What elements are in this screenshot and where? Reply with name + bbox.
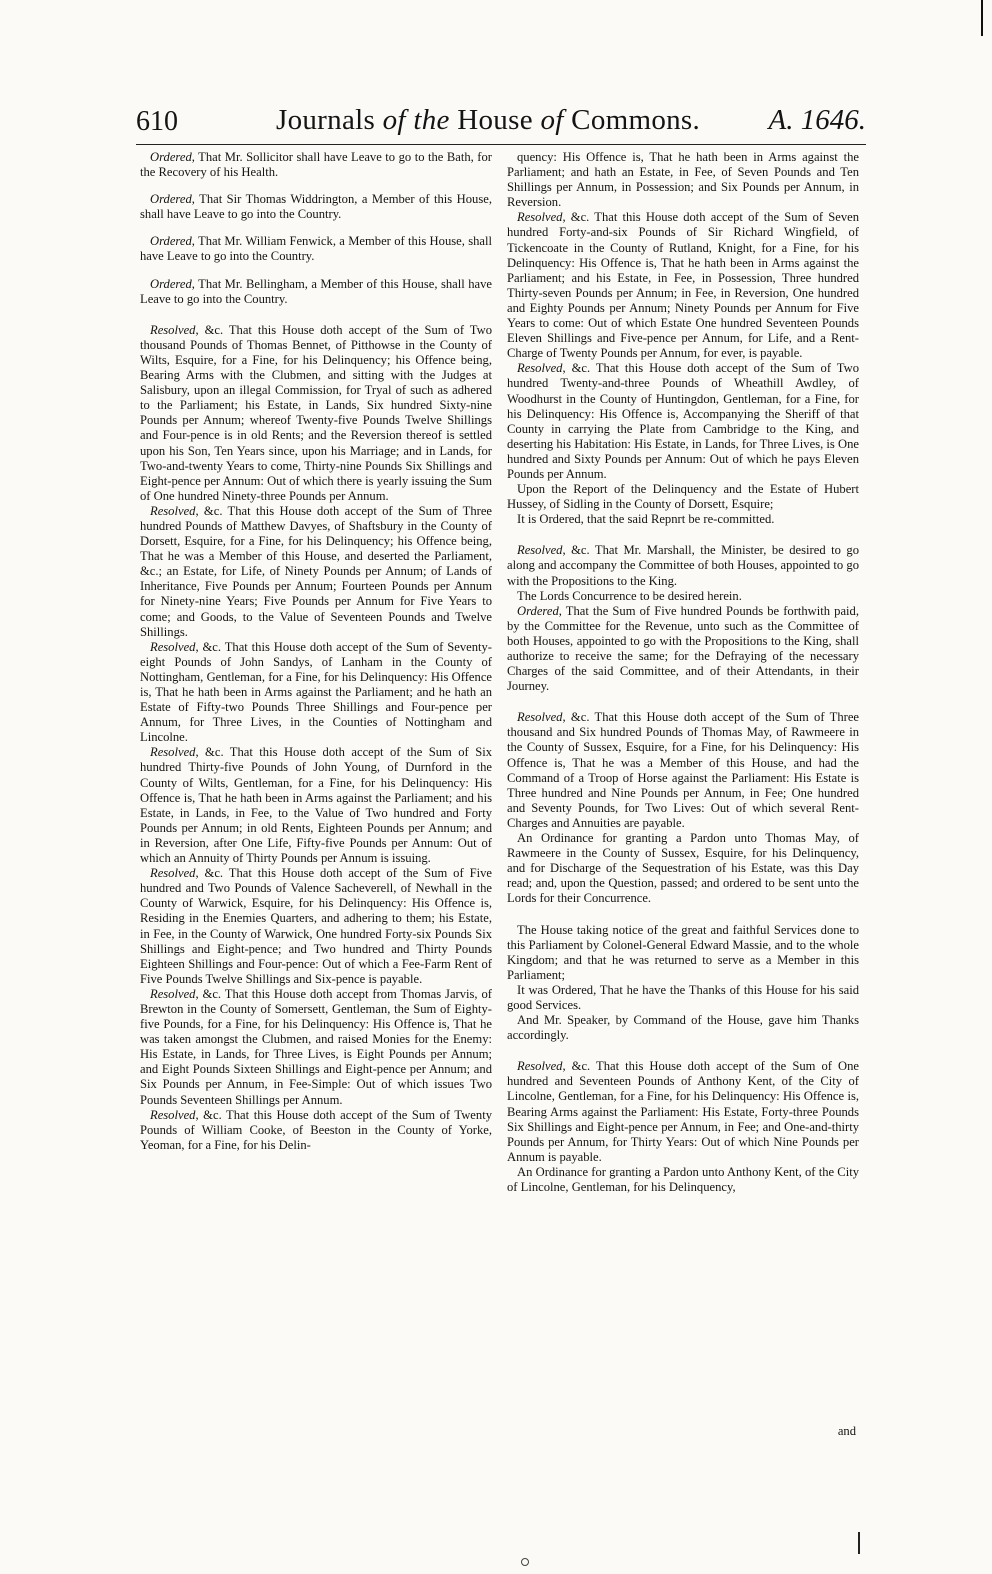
title-house: House [457,104,533,136]
entry-text: An Ordinance for granting a Pardon unto Thomas May, of Rawmeere in the County of Sussex, Esquire, for his Delinquency, and for Discharge of the Sequestration of his Estate, was this Day read; and, upon the Question, passed; and ordered to be sent unto the Lords for their Concurrence. [507,831,859,906]
entry-text: , &c. That this House doth accept of the Sum of Seventy-eight Pounds of John Sandys, of Lanham in the County of Nottingham, Gentleman, for a Fine, for his Delinquency: His Offence is, That he hath been in Arms against the Parliament; and he hath an Estate of Fifty-two Pounds Three Shillings and Four-pence per Annum, for Three Lives, in the Counties of Nottingham and Lincolne. [140,639,492,745]
paragraph [507,589,859,604]
entry-text: quency: His Offence is, That he hath been in Arms against the Parliament; and hath an Estate, in Fee, of Seven Pounds and Ten Shillings per Annum, in Possession; and Six Pounds per Annum, in Reversion. [507,150,859,210]
paragraph [507,1165,859,1195]
entry-label: Resolved [517,210,563,225]
entry-text: , &c. That this House doth accept of the Sum of Six hundred Thirty-five Pounds of John Young, of Durnford in the County of Wilts, Gentleman, for a Fine, for his Delinquency: His Offence is, That he hath been in Arms against the Parliament; and his Estate, in Lands, in Fee, to the Value of Two hundred and Forty Pounds per Annum; in old Rents, Eighteen Pounds per Annum; and in Reversion, after One Life, Fifty-five Pounds per Annum: Out of which an Annuity of Thirty Pounds per Annum is issuing. [140,745,492,866]
paragraph [140,277,492,307]
paragraph [140,745,492,866]
paragraph [507,1013,859,1043]
title-the: the [413,104,450,136]
entry-text: The Lords Concurrence to be desired herein. [517,588,742,603]
paragraph [140,504,492,640]
paragraph [507,710,859,831]
entry-text: , That Sir Thomas Widdrington, a Member of this House, shall have Leave to go into the Country. [140,192,492,222]
paragraph [507,543,859,588]
entry-label: Resolved [517,1059,563,1074]
entry-label: Ordered [150,234,192,249]
entry-text: , &c. That this House doth accept of the Sum of Three hundred Pounds of Matthew Davyes, of Shaftsbury in the County of Dorsett, Esquire, for a Fine, for his Delinquency; his Offence being, That he was a Member of this House, and deserted the Parliament, &c.; an Estate, for Life, of Ninety Pounds per Annum; of Lands of Inheritance, Five Pounds per Annum; Fourteen Pounds per Annum for Ninety-nine Years; Five Pounds per Annum for Five Years to come; and Goods, to the Value of Seventeen Pounds and Twelve Shillings. [140,503,492,639]
paragraph [140,987,492,1108]
page-header [136,100,866,145]
entry-text: , &c. That this House doth accept of the Sum of Two thousand Pounds of Thomas Bennet, of Pitthowse in the County of Wilts, Esquire, for a Fine, for his Delinquency; his Offence being, Bearing Arms with the Clubmen, and sitting with the Judges at Salisbury, upon an illegal Commission, for Tryal of such as adhered to the Parliament; his Estate, in Lands, Six hundred Sixty-nine Pounds per Annum; whereof Twenty-five Pounds Twelve Shillings and Four-pence is in old Rents; and the Reversion thereof is settled upon his Son, Ten Years since, upon his Marriage; and in Lands, for Two-and-twenty Years to come, Thirty-nine Pounds Six Shillings and Eight-pence per Annum: Out of which there is yearly issuing the Sum of One hundred Ninety-three Pounds per Annum. [140,322,492,503]
year: A. 1646. [768,104,866,136]
entry-text: , That the Sum of Five hundred Pounds be forthwith paid, by the Committee for the Revenue, unto such as the Committee of both Houses, appointed to go with the Propositions to the King, shall authorize to receive the same; for the Defraying of the necessary Charges of the said Committee, and of their Attendants, in their Journey. [507,603,859,694]
paragraph [507,604,859,695]
paragraph [140,866,492,987]
entry-label: Ordered [517,603,559,618]
entry-text: , &c. That Mr. Marshall, the Minister, be desired to go along and accompany the Committee of both Houses, appointed to go with the Propositions to the King. [507,543,859,588]
paragraph [140,323,492,504]
entry-label: Resolved [517,543,563,558]
title-of: of [382,104,406,136]
entry-label: Resolved [150,745,196,760]
right-column [507,150,859,1195]
title-commons: Commons. [571,104,701,136]
entry-text: , That Mr. William Fenwick, a Member of this House, shall have Leave to go into the Country. [140,234,492,264]
entry-label: Ordered [150,192,192,207]
entry-text: , &c. That this House doth accept from Thomas Jarvis, of Brewton in the County of Somersett, Gentleman, the Sum of Eighty-five Pounds, for a Fine, for his Delinquency: His Offence is, That he was taken amongst the Clubmen, and raised Monies for the Enemy: His Estate, in Lands, for Three Lives, is Eight Pounds per Annum; and Eight Pounds Sixteen Shillings and Eight-pence per Annum; and Six Pounds per Annum, in Fee-Simple: Out of which issues Two Pounds Seventeen Shillings per Annum. [140,986,492,1107]
paragraph [507,482,859,512]
entry-text: , That Mr. Sollicitor shall have Leave to go to the Bath, for the Recovery of his Health. [140,150,492,180]
footer-ornament [521,1558,529,1566]
entry-text: Upon the Report of the Delinquency and the Estate of Hubert Hussey, of Sidling in the County of Dorsett, Esquire; [507,482,859,512]
entry-text: , &c. That this House doth accept of the Sum of Seven hundred Forty-and-six Pounds of Sir Richard Wingfield, of Tickencoate in the County of Rutland, Knight, for a Fine, for his Delinquency: His Offence is, That he hath been in Arms against the Parliament; and his Estate, in Fee, in Possession, Three hundred Thirty-seven Pounds per Annum; in Fee, in Reversion, One hundred and Eighty Pounds per Annum; Ninety Pounds per Annum for Five Years to come: Out of which Estate One hundred Seventeen Pounds Eleven Shillings and Five-pence per Annum, for Life, and a Rent-Charge of Twenty Pounds per Annum, for ever, is payable. [507,210,859,361]
margin-rule [981,0,983,36]
paragraph [507,361,859,482]
paragraph [507,923,859,983]
entry-text: , &c. That this House doth accept of the Sum of Five hundred and Two Pounds of Valence Sacheverell, of Newhall in the County of Warwick, Esquire, for his Delinquency: His Offence is, Residing in the Enemies Quarters, and adhering to them; his Estate, in Fee, in the County of Warwick, One hundred Forty-six Pounds Six Shillings and Eight-pence; and Two hundred and Thirty Pounds Eighteen Shillings and Four-pence: Out of which a Fee-Farm Rent of Five Pounds Twelve Shillings and Six-pence is payable. [140,866,492,986]
paragraph [140,234,492,264]
page-number: 610 [136,106,178,137]
entry-text: The House taking notice of the great and faithful Services done to this Parliament by Colonel-General Edward Massie, and to the whole Kingdom; and that he was returned to serve as a Member in this Parliament; [507,922,859,982]
entry-text: , &c. That this House doth accept of the Sum of Twenty Pounds of William Cooke, of Beeston in the County of Yorke, Yeoman, for a Fine, for his Delin- [140,1107,492,1152]
paragraph [140,192,492,222]
entry-text: , &c. That this House doth accept of the Sum of Two hundred Twenty-and-three Pounds of Wheathill Awdley, of Woodhurst in the County of Huntingdon, Gentleman, for a Fine, for his Delinquency: His Offence is, Accompanying the Sheriff of that County in carrying the Plate from Cambridge to the King, and deserting his Habitation: His Estate, in Lands, for Three Lives, is One hundred and Sixty Pounds per Annum: Out of which he pays Eleven Pounds per Annum. [507,361,859,481]
paragraph [507,210,859,361]
title-journals: Journals [276,104,376,136]
paragraph [507,831,859,906]
entry-text: It was Ordered, That he have the Thanks of this House for his said good Services. [507,982,859,1012]
paragraph [507,983,859,1013]
entry-label: Resolved [150,866,196,881]
entry-text: , &c. That this House doth accept of the Sum of Three thousand and Six hundred Pounds of Thomas May, of Rawmeere in the County of Sussex, Esquire, for a Fine, for his Delinquency: His Offence is, That he was a Member of this House, and had the Command of a Troop of Horse against the Parliament: His Estate is Three hundred and Nine Pounds per Annum, in Fee; One hundred and Seventy Pounds, for Two Lives: Out of which several Rent-Charges and Annuities are payable. [507,710,859,830]
footer-tick [858,1532,860,1554]
paragraph [507,150,859,210]
paragraph [507,512,859,527]
entry-text: , &c. That this House doth accept of the Sum of One hundred and Seventeen Pounds of Anthony Kent, of the City of Lincolne, Gentleman, for a Fine, for his Delinquency: His Offence is, Bearing Arms against the Parliament: His Estate, Forty-three Pounds Six Shillings and Eight-pence per Annum, in Fee; and One-and-thirty Pounds per Annum, for Thirty Years: Out of which Nine Pounds per Annum is payable. [507,1059,859,1164]
title-of-2: of [540,104,564,136]
entry-label: Ordered [150,276,192,291]
entry-text: , That Mr. Bellingham, a Member of this House, shall have Leave to go into the Country. [140,276,492,306]
paragraph [140,640,492,746]
entry-label: Resolved [150,503,196,518]
catchword: and [837,1424,856,1438]
running-title [276,104,700,137]
paragraph [140,1108,492,1153]
paragraph [140,150,492,180]
entry-label: Resolved [150,322,196,337]
entry-text: It is Ordered, that the said Repnrt be re-committed. [517,512,775,527]
entry-text: An Ordinance for granting a Pardon unto Anthony Kent, of the City of Lincolne, Gentleman, for his Delinquency, [507,1164,859,1194]
paragraph [507,1059,859,1165]
entry-label: Resolved [150,986,196,1001]
left-column [140,150,492,1153]
entry-label: Ordered [150,150,192,164]
entry-label: Resolved [517,710,563,725]
entry-label: Resolved [150,639,196,654]
entry-label: Resolved [150,1107,196,1122]
entry-label: Resolved [517,361,563,376]
entry-text: And Mr. Speaker, by Command of the House, gave him Thanks accordingly. [507,1013,859,1043]
